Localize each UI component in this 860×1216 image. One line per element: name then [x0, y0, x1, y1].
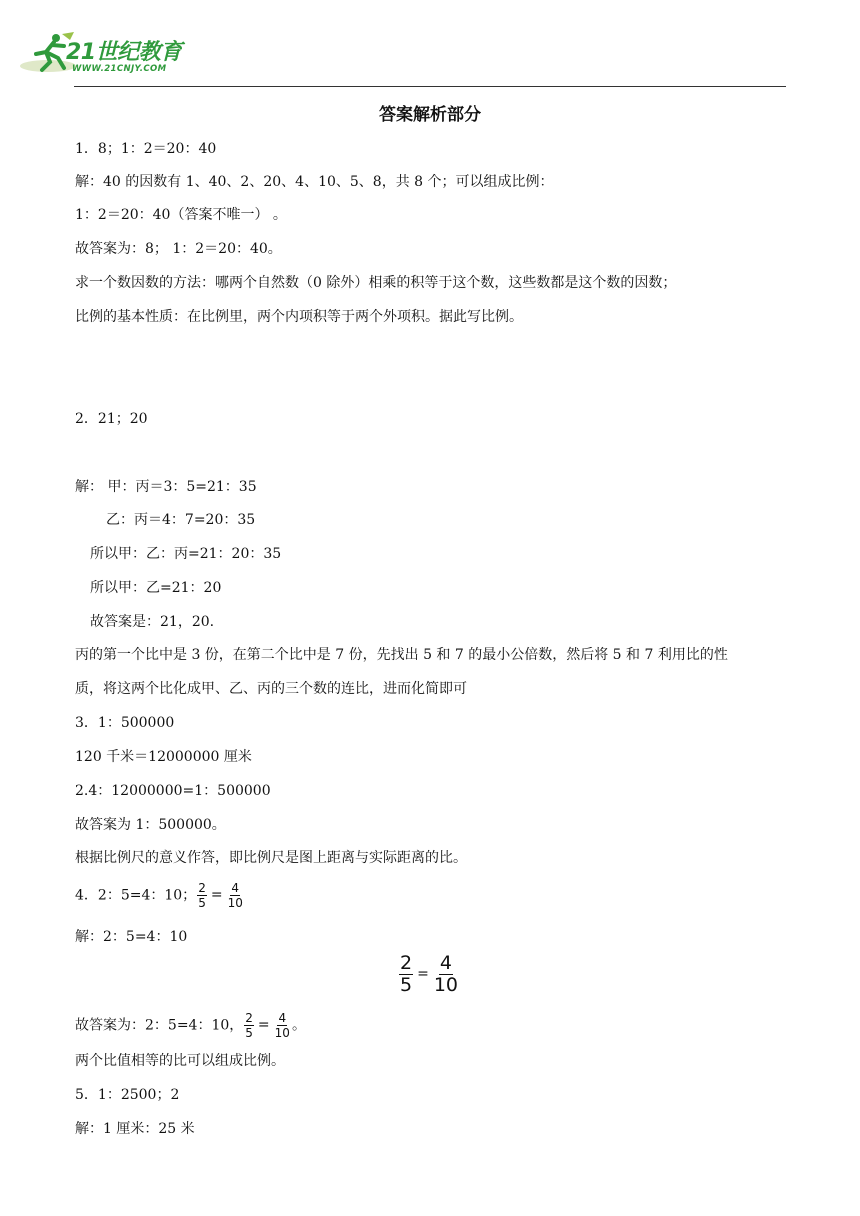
answer-2: 2．21；20	[75, 411, 148, 427]
equals-sign: =	[257, 1017, 270, 1033]
answer-2-step-1: 解： 甲：丙＝3：5=21：35	[75, 479, 257, 495]
answer-1-note-2: 比例的基本性质：在比例里，两个内项积等于两个外项积。据此写比例。	[75, 309, 523, 325]
answer-3-step-1: 120 千米＝12000000 厘米	[75, 749, 252, 765]
answer-4-note: 两个比值相等的比可以组成比例。	[75, 1053, 285, 1069]
fraction-left: $\frac{2}{5}$	[198, 881, 206, 910]
answer-5: 5．1：2500；2	[75, 1087, 180, 1103]
answer-1: 1．8；1：2＝20：40	[75, 141, 217, 157]
answer-4-fraction-display	[398, 954, 460, 995]
answer-2-step-3: 所以甲：乙：丙=21：20：35	[90, 546, 282, 562]
equals-sign: =	[210, 887, 223, 903]
logo-text: 21世纪教育	[66, 40, 182, 65]
header-divider	[74, 86, 786, 87]
answer-2-note-1: 丙的第一个比中是 3 份，在第二个比中是 7 份，先找出 5 和 7 的最小公倍数，然后将 5 和 7 利用比的性	[75, 647, 728, 663]
answer-5-step-1: 解：1 厘米：25 米	[75, 1121, 195, 1137]
answer-1-solution: 解：40 的因数有 1、40、2、20、4、10、5、8，共 8 个；可以组成比例：	[75, 174, 554, 190]
answer-3-result: 故答案为 1：500000。	[75, 817, 226, 833]
answer-4-result	[75, 1012, 306, 1039]
answer-2-result: 故答案是：21，20.	[90, 614, 215, 630]
fraction-left: $\frac{2}{5}$	[400, 952, 413, 996]
answer-1-proportion: 1：2＝20：40（答案不唯一） 。	[75, 207, 287, 223]
answer-4-result-prefix: 故答案为：2：5=4：10，	[75, 1017, 244, 1034]
answer-4-result-suffix: 。	[291, 1017, 306, 1034]
fraction-right: $\frac{4}{10}$	[274, 1011, 290, 1040]
equals-sign: =	[417, 966, 429, 982]
answer-3-step-2: 2.4：12000000=1：500000	[75, 783, 271, 799]
fraction-left: $\frac{2}{5}$	[245, 1011, 253, 1040]
fraction-right: $\frac{4}{10}$	[433, 952, 459, 996]
page-title: 答案解析部分	[379, 105, 481, 125]
answer-3: 3．1：500000	[75, 715, 175, 731]
answer-4	[75, 882, 245, 909]
answer-2-step-2: 乙：丙＝4：7=20：35	[106, 512, 256, 528]
logo-url: WWW.21CNJY.COM	[72, 64, 167, 74]
answer-2-note-2: 质，将这两个比化成甲、乙、丙的三个数的连比，进而化简即可	[75, 681, 467, 697]
answer-4-step-1: 解：2：5=4：10	[75, 929, 188, 945]
answer-2-step-4: 所以甲：乙=21：20	[90, 580, 222, 596]
answer-4-prefix: 4．2：5=4：10；	[75, 887, 197, 904]
fraction-right: $\frac{4}{10}$	[227, 881, 243, 910]
answer-1-note-1: 求一个数因数的方法：哪两个自然数（0 除外）相乘的积等于这个数，这些数都是这个数的因数；	[75, 275, 677, 291]
answer-1-result: 故答案为：8； 1：2＝20：40。	[75, 241, 282, 257]
answer-3-note: 根据比例尺的意义作答，即比例尺是图上距离与实际距离的比。	[75, 850, 467, 866]
